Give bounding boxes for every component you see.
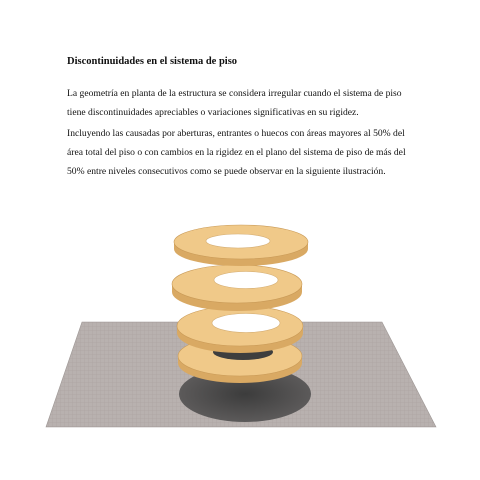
floor-slab-illustration	[40, 222, 440, 432]
section-heading: Discontinuidades en el sistema de piso	[67, 56, 238, 67]
paragraph-2-line-3: 50% entre niveles consecutivos como se puede observar en la siguiente ilustración.	[67, 166, 386, 177]
floor-slab-2	[172, 265, 302, 311]
paragraph-2-line-1: Incluyendo las causadas por aberturas, entrantes o huecos con áreas mayores al 50% del	[67, 128, 405, 139]
floor-slab-3	[177, 306, 303, 353]
paragraph-2-line-2: área total del piso o con cambios en la rigidez en el plano del sistema de piso de más del	[67, 147, 406, 158]
paragraph-1-line-2: tiene discontinuidades apreciables o variaciones significativas en su rigidez.	[67, 107, 359, 118]
paragraph-1	[67, 84, 417, 122]
floor-slab-1	[174, 225, 308, 266]
paragraph-2	[67, 124, 417, 181]
paragraph-1-line-1: La geometría en planta de la estructura se considera irregular cuando el sistema de piso	[67, 88, 402, 99]
